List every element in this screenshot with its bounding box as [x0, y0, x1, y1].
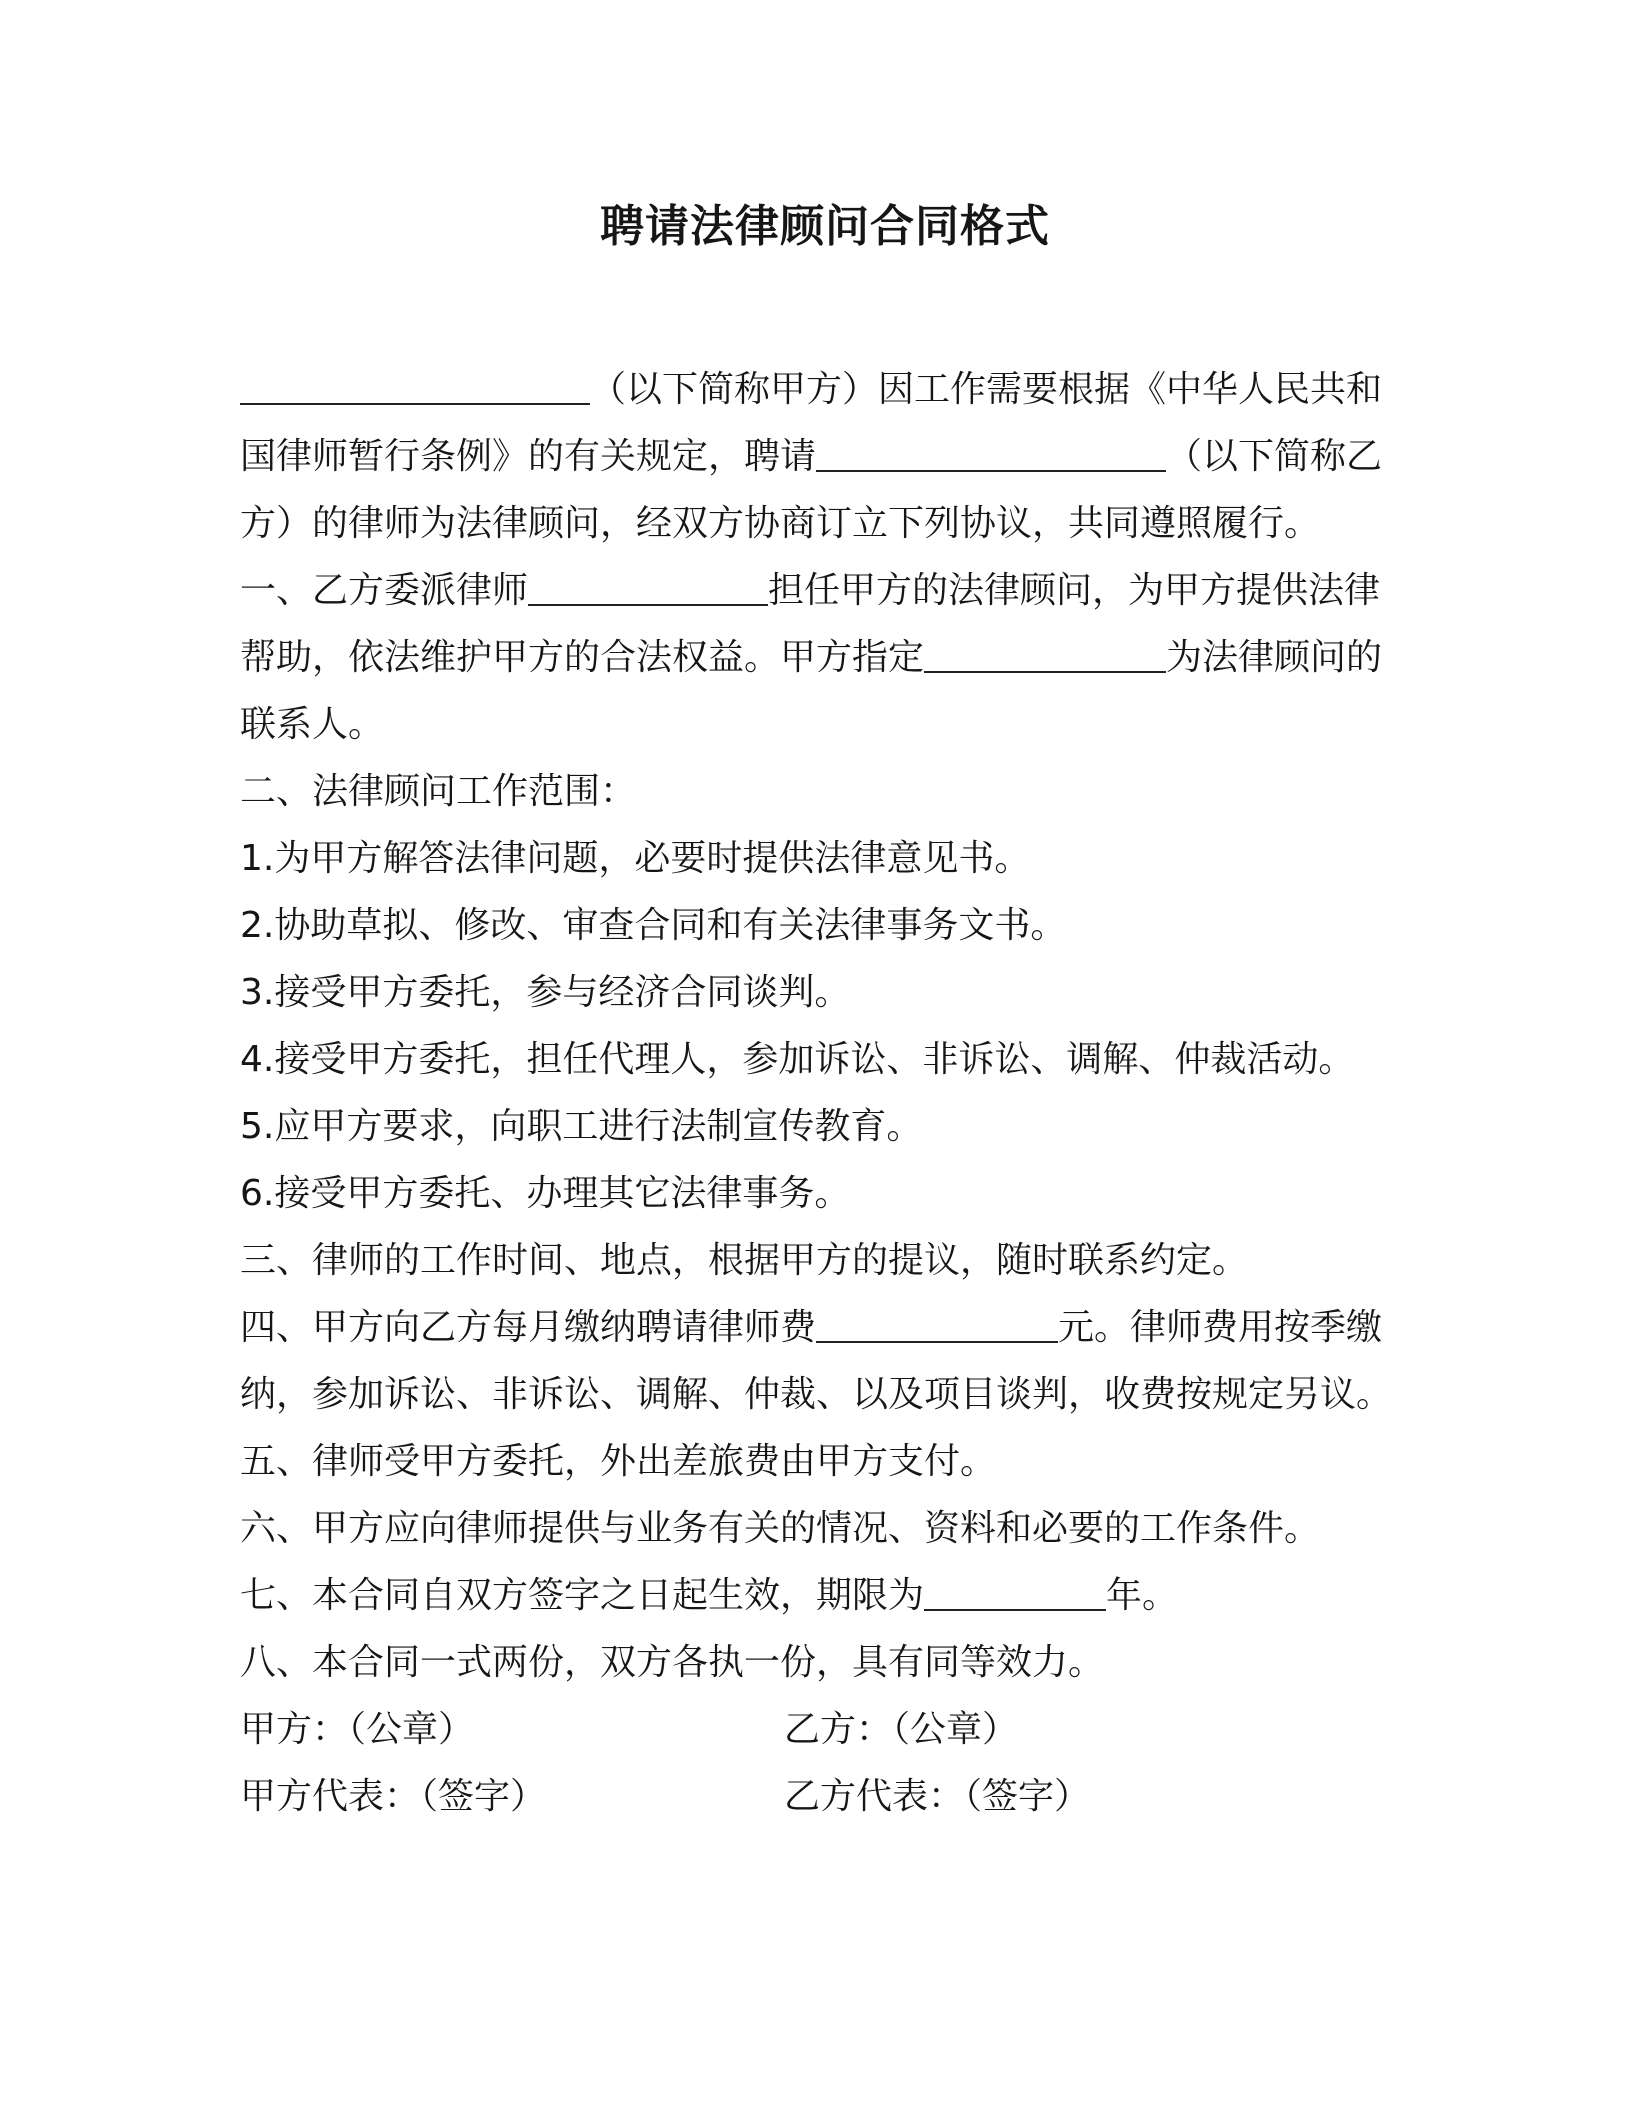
clause-6: 六、甲方应向律师提供与业务有关的情况、资料和必要的工作条件。	[240, 1508, 1321, 1549]
clause-4-text-1: 四、甲方向乙方每月缴纳聘请律师费	[240, 1307, 817, 1348]
scope-item: 6.接受甲方委托、办理其它法律事务。	[240, 1173, 851, 1214]
page-title: 聘请法律顾问合同格式	[600, 201, 1050, 252]
clause-5: 五、律师受甲方委托，外出差旅费由甲方支付。	[240, 1441, 997, 1482]
intro-text-1: （以下简称甲方）因工作需要根据《中华人民共和国律师暂行条例》的有关规定，聘请	[240, 369, 1383, 477]
scope-item: 1.为甲方解答法律问题，必要时提供法律意见书。	[240, 838, 1031, 879]
scope-item: 4.接受甲方委托，担任代理人，参加诉讼、非诉讼、调解、仲裁活动。	[240, 1039, 1355, 1080]
contact-person-blank[interactable]	[924, 631, 1166, 673]
party-a-seal: 甲方：（公章）	[240, 1709, 475, 1750]
party-b-seal: 乙方：（公章）	[784, 1709, 1019, 1750]
party-b-representative: 乙方代表：（签字）	[784, 1776, 1091, 1817]
clause-7	[240, 1562, 1400, 1629]
clause-3: 三、律师的工作时间、地点，根据甲方的提议，随时联系约定。	[240, 1240, 1249, 1281]
clause-2-heading: 二、法律顾问工作范围：	[240, 771, 637, 812]
party-b-name-blank[interactable]	[816, 430, 1166, 472]
scope-item: 5.应甲方要求，向职工进行法制宣传教育。	[240, 1106, 923, 1147]
clause-1-text-2: 担任甲方的法律顾问，为甲方提供法律帮助，依法维护甲方的合法权益。甲方指定	[240, 570, 1381, 678]
clause-7-text-1: 七、本合同自双方签字之日起生效，期限为	[240, 1575, 925, 1616]
contract-page	[240, 190, 1400, 1830]
clause-4	[240, 1294, 1400, 1428]
clause-4-text-2: 元。律师费用按季缴纳，参加诉讼、非诉讼、调解、仲裁、以及项目谈判，收费按规定另议。	[240, 1307, 1393, 1415]
clause-1	[240, 557, 1400, 758]
term-years-blank[interactable]	[924, 1569, 1106, 1611]
seal-row	[240, 1696, 1400, 1763]
representative-row	[240, 1763, 1400, 1830]
party-a-name-blank[interactable]	[240, 363, 590, 405]
clause-1-text-3: 为法律顾问的联系人。	[240, 637, 1383, 745]
scope-item: 2.协助草拟、修改、审查合同和有关法律事务文书。	[240, 905, 1067, 946]
scope-item: 3.接受甲方委托，参与经济合同谈判。	[240, 972, 851, 1013]
monthly-fee-blank[interactable]	[816, 1301, 1058, 1343]
party-a-representative: 甲方代表：（签字）	[240, 1776, 547, 1817]
clause-7-text-2: 年。	[1106, 1575, 1179, 1616]
intro-text-2: （以下简称乙方）的律师为法律顾问，经双方协商订立下列协议，共同遵照履行。	[240, 436, 1383, 544]
clause-8: 八、本合同一式两份，双方各执一份，具有同等效力。	[240, 1642, 1105, 1683]
intro-paragraph	[240, 356, 1400, 557]
clause-1-text-1: 一、乙方委派律师	[240, 570, 529, 611]
lawyer-name-blank[interactable]	[528, 564, 768, 606]
